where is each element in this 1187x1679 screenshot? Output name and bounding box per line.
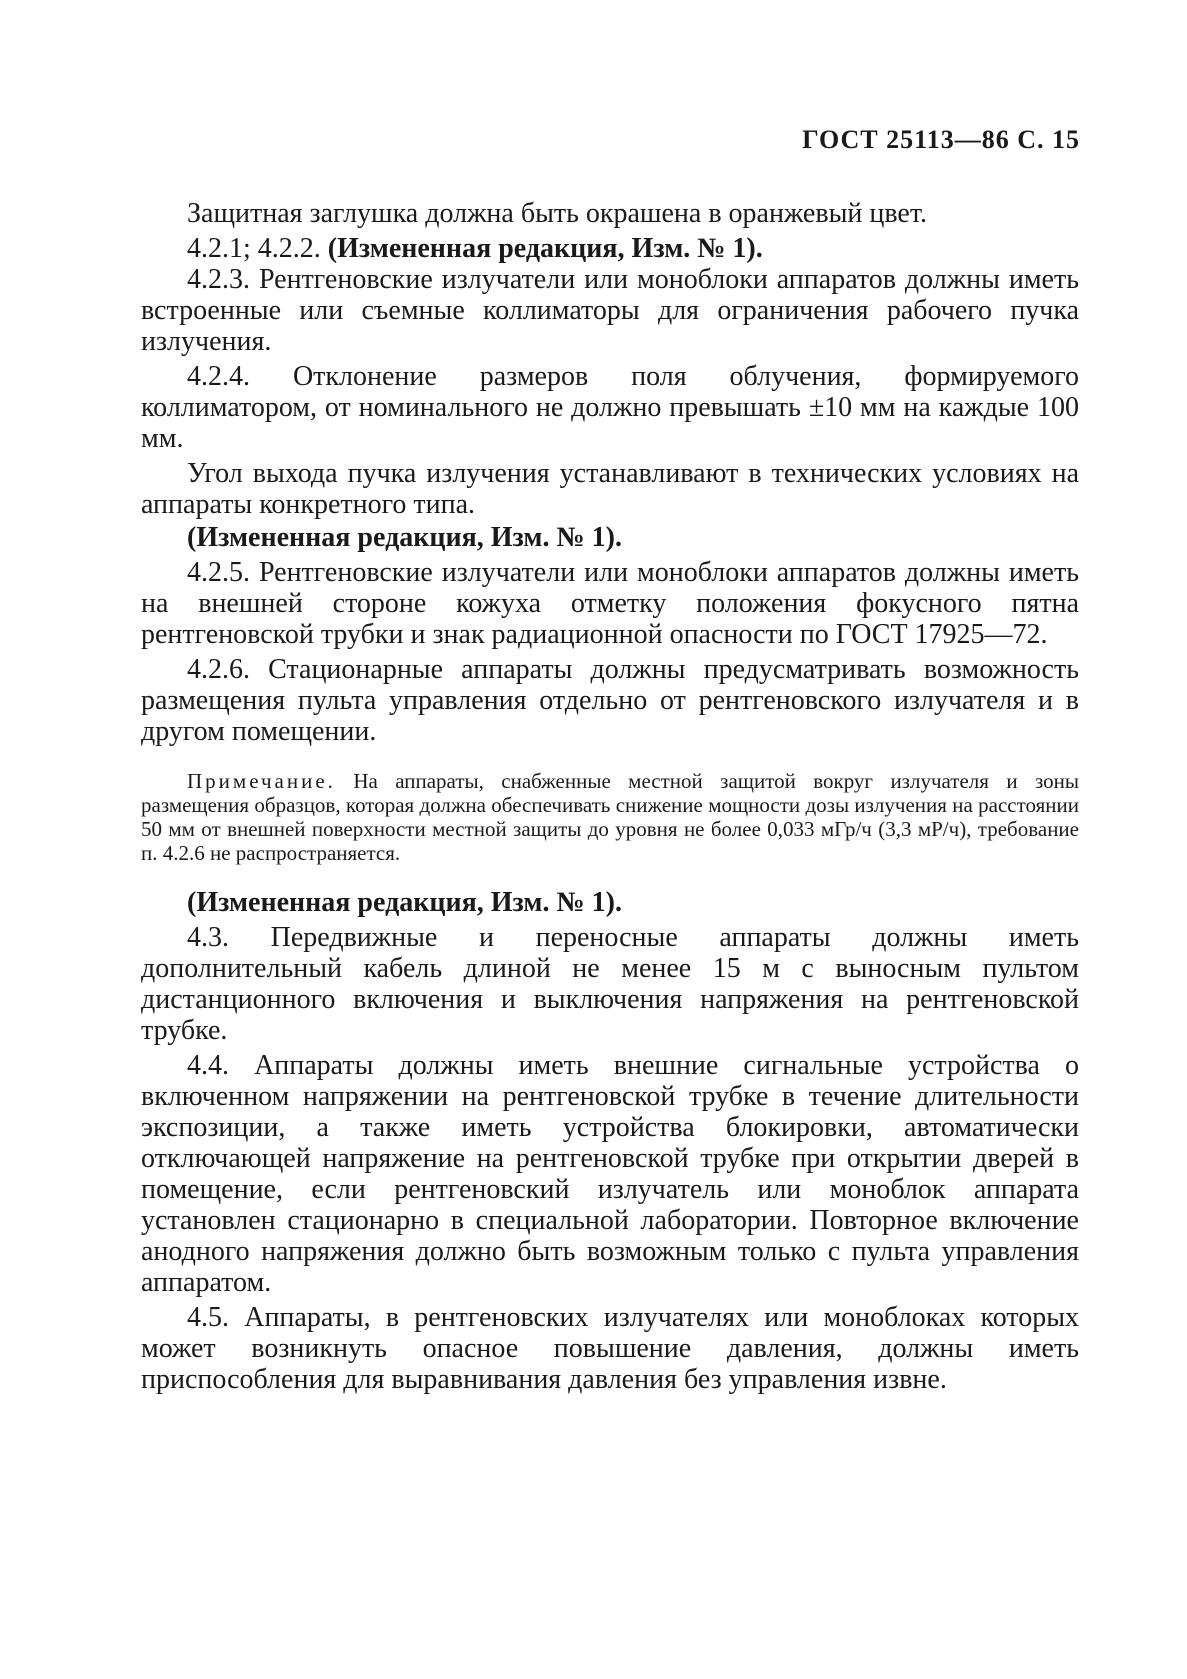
- paragraph-4-2-4: 4.2.4. Отклонение размеров поля облучения, формируемого коллиматором, от номинального не должно превышать ±10 мм на каждые 100 мм.: [141, 361, 1079, 454]
- note-block: [141, 769, 1079, 865]
- page-header: ГОСТ 25113—86 С. 15: [802, 125, 1080, 154]
- paragraph-4-5: 4.5. Аппараты, в рентгеновских излучателях или моноблоках которых может возникнуть опасное повышение давления, должны иметь приспособления для выравнивания давления без управления извне.: [141, 1302, 1079, 1395]
- amendment-note: (Измененная редакция, Изм. № 1).: [327, 233, 763, 264]
- paragraph-4-2-5: 4.2.5. Рентгеновские излучатели или моноблоки аппаратов должны иметь на внешней стороне кожуха отметку положения фокусного пятна рентгеновской трубки и знак радиационной опасности по ГОСТ 17925—72.: [141, 557, 1079, 650]
- amendment-note-3: (Измененная редакция, Изм. № 1).: [187, 887, 622, 918]
- amendment-note-2: (Измененная редакция, Изм. № 1).: [187, 522, 622, 553]
- paragraph-4-2-1-amendment: [141, 233, 1079, 264]
- note-label: Примечание.: [187, 769, 336, 793]
- paragraph-4-2-3: 4.2.3. Рентгеновские излучатели или моноблоки аппаратов должны иметь встроенные или съемные коллиматоры для ограничения рабочего пучка излучения.: [141, 264, 1079, 357]
- paragraph-4-4: 4.4. Аппараты должны иметь внешние сигнальные устройства о включенном напряжении на рентгеновской трубке в течение длительности экспозиции, а также иметь устройства блокировки, автоматически отключающей напряжение на рентгеновской трубке при открытии дверей в помещение, если рентгеновский излучатель или моноблок аппарата установлен стационарно в специальной лаборатории. Повторное включение анодного напряжения должно быть возможным только с пульта управления аппаратом.: [141, 1050, 1079, 1298]
- paragraph-4-2-6: 4.2.6. Стационарные аппараты должны предусматривать возможность размещения пульта управления отдельно от рентгеновского излучателя и в другом помещении.: [141, 654, 1079, 747]
- paragraph-beam-angle: Угол выхода пучка излучения устанавливают в технических условиях на аппараты конкретного типа.: [141, 458, 1079, 520]
- paragraph-4-3: 4.3. Передвижные и переносные аппараты должны иметь дополнительный кабель длиной не менее 15 м с выносным пультом дистанционного включения и выключения напряжения на рентгеновской трубке.: [141, 922, 1079, 1046]
- note-text: На аппараты, снабженные местной защитой вокруг излучателя и зоны размещения образцов, которая должна обеспечивать снижение мощности дозы излучения на расстоянии 50 мм от внешней поверхности местной защиты до уровня не более 0,033 мГр/ч (3,3 мР/ч), требование п. 4.2.6 не распространяется.: [141, 769, 1079, 865]
- document-body: [141, 198, 1079, 1395]
- paragraph-protective-cap: Защитная заглушка должна быть окрашена в оранжевый цвет.: [187, 198, 927, 229]
- clause-reference: 4.2.1; 4.2.2.: [187, 233, 321, 264]
